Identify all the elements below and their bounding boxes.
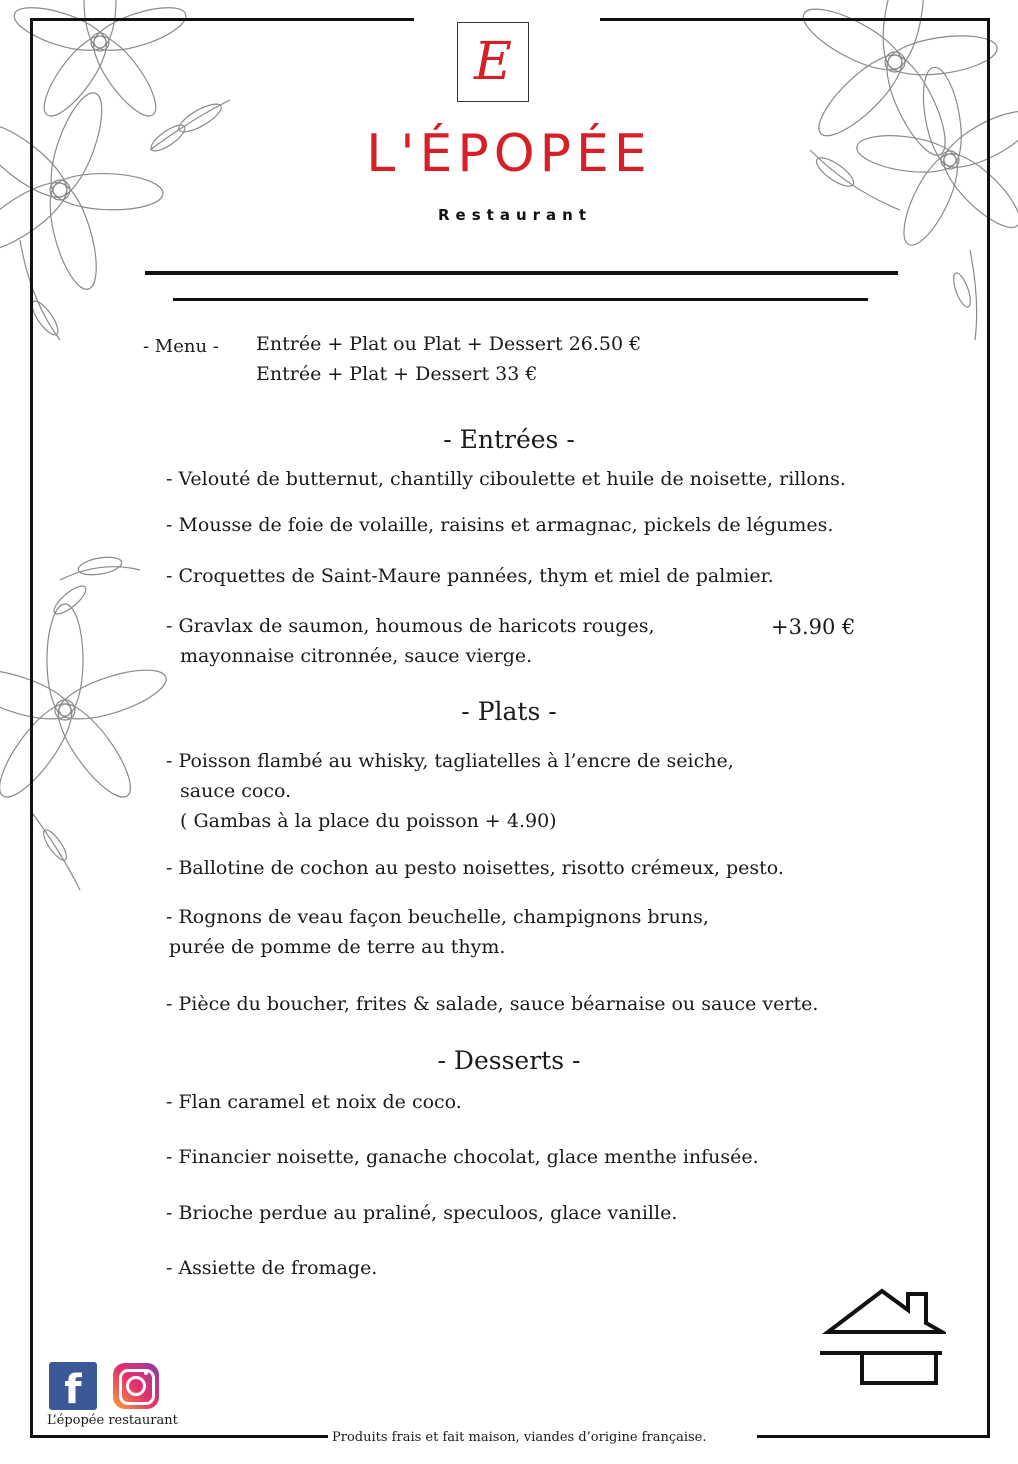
restaurant-subtitle: Restaurant xyxy=(438,206,592,224)
frame-left-border xyxy=(30,18,33,1436)
logo-letter: E xyxy=(474,32,512,92)
menu-label: - Menu - xyxy=(143,336,219,357)
entree-supplement-price: +3.90 € xyxy=(771,615,856,639)
entree-item: - Croquettes de Saint-Maure pannées, thym et miel de palmier. xyxy=(166,565,774,587)
flower-illustration-top-right xyxy=(740,0,1018,360)
frame-bottom-left-border xyxy=(30,1435,328,1438)
plat-item-note: ( Gambas à la place du poisson + 4.90) xyxy=(180,810,557,832)
frame-bottom-right-border xyxy=(757,1435,990,1438)
desserts-title: - Desserts - xyxy=(437,1046,581,1075)
footer-note: Produits frais et fait maison, viandes d’origine française. xyxy=(332,1430,707,1445)
dessert-item: - Financier noisette, ganache chocolat, glace menthe infusée. xyxy=(166,1146,759,1168)
plat-item-continuation: purée de pomme de terre au thym. xyxy=(169,936,506,958)
header-rule-bottom xyxy=(173,298,868,301)
frame-top-right-border xyxy=(600,18,990,21)
entree-item: - Mousse de foie de volaille, raisins et armagnac, pickels de légumes. xyxy=(166,514,834,536)
instagram-lens xyxy=(126,1376,146,1396)
plat-item: - Poisson flambé au whisky, tagliatelles à l’encre de seiche, xyxy=(166,750,734,772)
header-rule-top xyxy=(145,271,898,275)
dessert-item: - Flan caramel et noix de coco. xyxy=(166,1091,462,1113)
dessert-item: - Assiette de fromage. xyxy=(166,1257,378,1279)
frame-top-left-border xyxy=(30,18,414,21)
house-icon xyxy=(818,1285,946,1389)
instagram-dot xyxy=(144,1371,148,1375)
entree-item-continuation: mayonnaise citronnée, sauce vierge. xyxy=(180,645,533,667)
flower-illustration-top-left xyxy=(0,0,260,380)
facebook-glyph: f xyxy=(64,1367,82,1410)
menu-option-2: Entrée + Plat + Dessert 33 € xyxy=(256,363,538,385)
entrees-title: - Entrées - xyxy=(443,425,575,454)
menu-option-1: Entrée + Plat ou Plat + Dessert 26.50 € xyxy=(256,333,642,355)
frame-right-border xyxy=(987,18,990,1436)
plats-title: - Plats - xyxy=(461,697,557,726)
restaurant-name: L'ÉPOPÉE xyxy=(366,124,652,184)
plat-item: - Rognons de veau façon beuchelle, champignons bruns, xyxy=(166,906,709,928)
plat-item: - Ballotine de cochon au pesto noisettes, risotto crémeux, pesto. xyxy=(166,857,784,879)
instagram-icon[interactable] xyxy=(113,1363,159,1409)
social-handle: L’épopée restaurant xyxy=(47,1413,178,1428)
dessert-item: - Brioche perdue au praliné, speculoos, glace vanille. xyxy=(166,1202,678,1224)
plat-item: - Pièce du boucher, frites & salade, sauce béarnaise ou sauce verte. xyxy=(166,993,819,1015)
facebook-icon[interactable] xyxy=(49,1362,97,1410)
plat-item-continuation: sauce coco. xyxy=(180,780,292,802)
restaurant-logo xyxy=(457,22,529,102)
entree-item: - Velouté de butternut, chantilly ciboulette et huile de noisette, rillons. xyxy=(166,468,846,490)
entree-item: - Gravlax de saumon, houmous de haricots rouges, xyxy=(166,615,655,637)
